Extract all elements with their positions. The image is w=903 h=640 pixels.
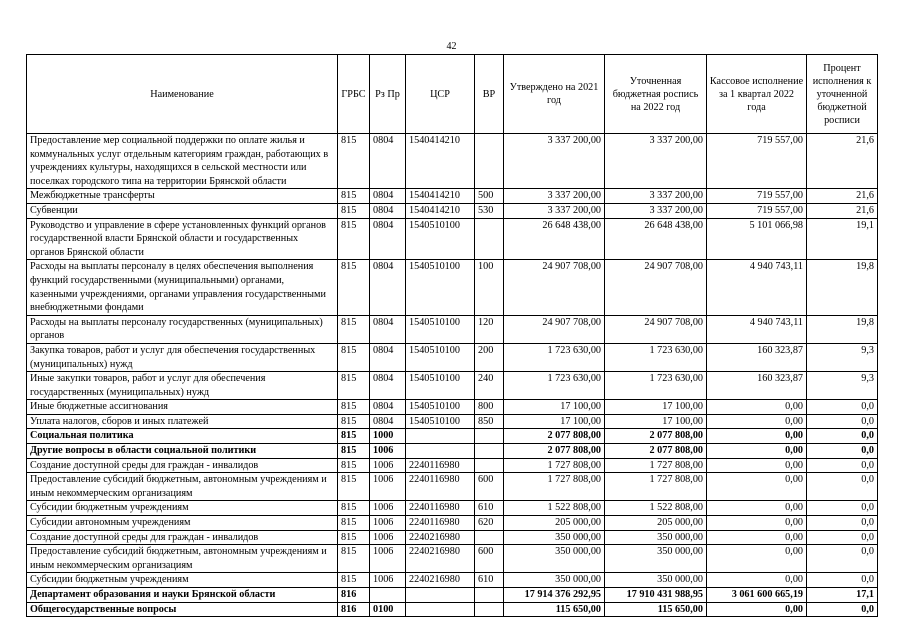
cell-grbs: 815 bbox=[338, 530, 370, 545]
cell-approved: 24 907 708,00 bbox=[504, 315, 605, 343]
table-row bbox=[27, 260, 878, 315]
cell-approved: 26 648 438,00 bbox=[504, 218, 605, 260]
cell-revised: 3 337 200,00 bbox=[605, 134, 707, 189]
table-row bbox=[27, 458, 878, 473]
cell-percent: 21,6 bbox=[807, 189, 878, 204]
cell-csr bbox=[406, 444, 475, 459]
cell-revised: 350 000,00 bbox=[605, 530, 707, 545]
cell-vr: 600 bbox=[475, 473, 504, 501]
cell-approved: 3 337 200,00 bbox=[504, 189, 605, 204]
cell-name: Межбюджетные трансферты bbox=[27, 189, 338, 204]
cell-percent: 0,0 bbox=[807, 429, 878, 444]
cell-cash: 0,00 bbox=[707, 501, 807, 516]
cell-rzpr: 1006 bbox=[370, 473, 406, 501]
cell-cash: 0,00 bbox=[707, 414, 807, 429]
cell-rzpr: 0804 bbox=[370, 203, 406, 218]
cell-rzpr: 0804 bbox=[370, 400, 406, 415]
header-grbs: ГРБС bbox=[338, 55, 370, 134]
header-percent: Процент исполнения к уточненной бюджетной росписи bbox=[807, 55, 878, 134]
cell-csr: 1540510100 bbox=[406, 414, 475, 429]
cell-csr: 2240216980 bbox=[406, 530, 475, 545]
cell-rzpr: 1006 bbox=[370, 444, 406, 459]
cell-vr bbox=[475, 134, 504, 189]
table-row bbox=[27, 400, 878, 415]
cell-csr: 2240216980 bbox=[406, 545, 475, 573]
cell-revised: 1 727 808,00 bbox=[605, 473, 707, 501]
table-row bbox=[27, 189, 878, 204]
table-row bbox=[27, 588, 878, 603]
cell-cash: 4 940 743,11 bbox=[707, 260, 807, 315]
cell-grbs: 815 bbox=[338, 218, 370, 260]
table-body bbox=[27, 134, 878, 617]
cell-approved: 17 914 376 292,95 bbox=[504, 588, 605, 603]
cell-name: Департамент образования и науки Брянской области bbox=[27, 588, 338, 603]
cell-name: Закупка товаров, работ и услуг для обеспечения государственных (муниципальных) нужд bbox=[27, 343, 338, 371]
cell-rzpr: 1006 bbox=[370, 501, 406, 516]
cell-percent: 0,0 bbox=[807, 530, 878, 545]
cell-rzpr: 1000 bbox=[370, 429, 406, 444]
table-row bbox=[27, 473, 878, 501]
header-vr: ВР bbox=[475, 55, 504, 134]
cell-name: Иные закупки товаров, работ и услуг для обеспечения государственных (муниципальных) нужд bbox=[27, 372, 338, 400]
cell-rzpr: 0804 bbox=[370, 372, 406, 400]
cell-cash: 0,00 bbox=[707, 429, 807, 444]
cell-grbs: 815 bbox=[338, 516, 370, 531]
cell-approved: 1 727 808,00 bbox=[504, 458, 605, 473]
header-name: Наименование bbox=[27, 55, 338, 134]
cell-revised: 2 077 808,00 bbox=[605, 429, 707, 444]
cell-csr: 1540510100 bbox=[406, 260, 475, 315]
cell-vr bbox=[475, 602, 504, 617]
cell-name: Предоставление мер социальной поддержки по оплате жилья и коммунальных услуг отдельным категориям граждан, работающих в учреждениях культуры, находящихся в сельской местности или поселках городского типа на территории Брянской области bbox=[27, 134, 338, 189]
cell-name: Уплата налогов, сборов и иных платежей bbox=[27, 414, 338, 429]
cell-approved: 17 100,00 bbox=[504, 414, 605, 429]
cell-approved: 1 522 808,00 bbox=[504, 501, 605, 516]
cell-revised: 17 100,00 bbox=[605, 414, 707, 429]
cell-cash: 719 557,00 bbox=[707, 203, 807, 218]
cell-rzpr: 0804 bbox=[370, 343, 406, 371]
table-row bbox=[27, 429, 878, 444]
cell-name: Предоставление субсидий бюджетным, автономным учреждениям и иным некоммерческим организациям bbox=[27, 473, 338, 501]
cell-vr bbox=[475, 444, 504, 459]
table-row bbox=[27, 343, 878, 371]
cell-approved: 3 337 200,00 bbox=[504, 134, 605, 189]
cell-revised: 24 907 708,00 bbox=[605, 260, 707, 315]
cell-name: Руководство и управление в сфере установленных функций органов государственной власти Брянской области и государственных органов Брянской области bbox=[27, 218, 338, 260]
cell-grbs: 815 bbox=[338, 573, 370, 588]
cell-approved: 24 907 708,00 bbox=[504, 260, 605, 315]
cell-percent: 19,8 bbox=[807, 260, 878, 315]
cell-vr bbox=[475, 588, 504, 603]
cell-vr: 240 bbox=[475, 372, 504, 400]
cell-rzpr: 0804 bbox=[370, 218, 406, 260]
header-cash: Кассовое исполнение за 1 квартал 2022 года bbox=[707, 55, 807, 134]
cell-name: Социальная политика bbox=[27, 429, 338, 444]
cell-grbs: 815 bbox=[338, 414, 370, 429]
cell-csr: 2240116980 bbox=[406, 516, 475, 531]
cell-csr bbox=[406, 429, 475, 444]
table-row bbox=[27, 218, 878, 260]
table-row bbox=[27, 444, 878, 459]
header-rzpr: Рз Пр bbox=[370, 55, 406, 134]
cell-cash: 0,00 bbox=[707, 473, 807, 501]
cell-grbs: 815 bbox=[338, 189, 370, 204]
table-row bbox=[27, 530, 878, 545]
cell-vr: 850 bbox=[475, 414, 504, 429]
cell-csr: 1540510100 bbox=[406, 315, 475, 343]
cell-approved: 1 723 630,00 bbox=[504, 372, 605, 400]
cell-percent: 0,0 bbox=[807, 516, 878, 531]
cell-vr: 100 bbox=[475, 260, 504, 315]
cell-vr bbox=[475, 458, 504, 473]
cell-grbs: 816 bbox=[338, 588, 370, 603]
cell-revised: 2 077 808,00 bbox=[605, 444, 707, 459]
cell-name: Другие вопросы в области социальной политики bbox=[27, 444, 338, 459]
cell-percent: 0,0 bbox=[807, 414, 878, 429]
cell-csr: 2240116980 bbox=[406, 458, 475, 473]
table-row bbox=[27, 516, 878, 531]
cell-percent: 19,1 bbox=[807, 218, 878, 260]
cell-approved: 115 650,00 bbox=[504, 602, 605, 617]
cell-csr: 1540510100 bbox=[406, 218, 475, 260]
page-number: 42 bbox=[446, 41, 457, 52]
cell-percent: 21,6 bbox=[807, 134, 878, 189]
cell-rzpr: 1006 bbox=[370, 573, 406, 588]
cell-grbs: 815 bbox=[338, 444, 370, 459]
cell-rzpr: 1006 bbox=[370, 545, 406, 573]
cell-grbs: 815 bbox=[338, 400, 370, 415]
cell-cash: 0,00 bbox=[707, 444, 807, 459]
cell-vr: 600 bbox=[475, 545, 504, 573]
cell-percent: 0,0 bbox=[807, 458, 878, 473]
cell-percent: 0,0 bbox=[807, 501, 878, 516]
table-row bbox=[27, 203, 878, 218]
cell-percent: 0,0 bbox=[807, 573, 878, 588]
cell-name: Субсидии автономным учреждениям bbox=[27, 516, 338, 531]
cell-cash: 160 323,87 bbox=[707, 372, 807, 400]
cell-rzpr: 0804 bbox=[370, 414, 406, 429]
header-revised: Уточненная бюджетная роспись на 2022 год bbox=[605, 55, 707, 134]
cell-cash: 0,00 bbox=[707, 400, 807, 415]
table-row bbox=[27, 134, 878, 189]
cell-approved: 2 077 808,00 bbox=[504, 444, 605, 459]
cell-revised: 115 650,00 bbox=[605, 602, 707, 617]
cell-revised: 1 723 630,00 bbox=[605, 372, 707, 400]
table-header-row bbox=[27, 55, 878, 134]
cell-csr: 1540414210 bbox=[406, 134, 475, 189]
header-csr: ЦСР bbox=[406, 55, 475, 134]
cell-revised: 1 522 808,00 bbox=[605, 501, 707, 516]
cell-csr bbox=[406, 602, 475, 617]
cell-grbs: 815 bbox=[338, 315, 370, 343]
cell-rzpr: 0100 bbox=[370, 602, 406, 617]
cell-revised: 3 337 200,00 bbox=[605, 203, 707, 218]
cell-percent: 19,8 bbox=[807, 315, 878, 343]
cell-name: Расходы на выплаты персоналу в целях обеспечения выполнения функций государственными (муниципальными) органами, казенными учреждениями, органами управления государственными внебюджетными фондами bbox=[27, 260, 338, 315]
cell-approved: 3 337 200,00 bbox=[504, 203, 605, 218]
cell-name: Общегосударственные вопросы bbox=[27, 602, 338, 617]
cell-approved: 205 000,00 bbox=[504, 516, 605, 531]
cell-rzpr: 1006 bbox=[370, 516, 406, 531]
cell-cash: 160 323,87 bbox=[707, 343, 807, 371]
cell-cash: 4 940 743,11 bbox=[707, 315, 807, 343]
cell-grbs: 816 bbox=[338, 602, 370, 617]
cell-vr: 610 bbox=[475, 501, 504, 516]
table-row bbox=[27, 414, 878, 429]
cell-rzpr: 1006 bbox=[370, 530, 406, 545]
cell-rzpr: 0804 bbox=[370, 134, 406, 189]
cell-vr bbox=[475, 218, 504, 260]
cell-csr: 1540414210 bbox=[406, 203, 475, 218]
table-row bbox=[27, 545, 878, 573]
cell-approved: 1 723 630,00 bbox=[504, 343, 605, 371]
cell-csr: 1540510100 bbox=[406, 400, 475, 415]
cell-cash: 0,00 bbox=[707, 458, 807, 473]
cell-rzpr: 1006 bbox=[370, 458, 406, 473]
cell-grbs: 815 bbox=[338, 372, 370, 400]
cell-grbs: 815 bbox=[338, 501, 370, 516]
cell-csr: 1540510100 bbox=[406, 372, 475, 400]
cell-grbs: 815 bbox=[338, 545, 370, 573]
table-row bbox=[27, 501, 878, 516]
cell-revised: 26 648 438,00 bbox=[605, 218, 707, 260]
cell-revised: 17 910 431 988,95 bbox=[605, 588, 707, 603]
cell-vr: 610 bbox=[475, 573, 504, 588]
cell-grbs: 815 bbox=[338, 458, 370, 473]
cell-rzpr: 0804 bbox=[370, 189, 406, 204]
cell-grbs: 815 bbox=[338, 260, 370, 315]
cell-approved: 17 100,00 bbox=[504, 400, 605, 415]
cell-approved: 350 000,00 bbox=[504, 545, 605, 573]
cell-csr: 2240216980 bbox=[406, 573, 475, 588]
cell-name: Субсидии бюджетным учреждениям bbox=[27, 573, 338, 588]
cell-vr: 120 bbox=[475, 315, 504, 343]
cell-name: Субвенции bbox=[27, 203, 338, 218]
budget-table bbox=[26, 54, 878, 617]
cell-percent: 9,3 bbox=[807, 343, 878, 371]
cell-revised: 350 000,00 bbox=[605, 573, 707, 588]
cell-grbs: 815 bbox=[338, 134, 370, 189]
cell-percent: 9,3 bbox=[807, 372, 878, 400]
cell-revised: 24 907 708,00 bbox=[605, 315, 707, 343]
cell-cash: 0,00 bbox=[707, 530, 807, 545]
cell-name: Создание доступной среды для граждан - инвалидов bbox=[27, 530, 338, 545]
cell-rzpr: 0804 bbox=[370, 315, 406, 343]
cell-csr: 2240116980 bbox=[406, 501, 475, 516]
cell-vr: 530 bbox=[475, 203, 504, 218]
cell-name: Иные бюджетные ассигнования bbox=[27, 400, 338, 415]
cell-name: Предоставление субсидий бюджетным, автономным учреждениям и иным некоммерческим организациям bbox=[27, 545, 338, 573]
cell-name: Расходы на выплаты персоналу государственных (муниципальных) органов bbox=[27, 315, 338, 343]
cell-grbs: 815 bbox=[338, 343, 370, 371]
cell-cash: 719 557,00 bbox=[707, 189, 807, 204]
cell-rzpr bbox=[370, 588, 406, 603]
cell-approved: 350 000,00 bbox=[504, 530, 605, 545]
cell-name: Субсидии бюджетным учреждениям bbox=[27, 501, 338, 516]
cell-approved: 1 727 808,00 bbox=[504, 473, 605, 501]
cell-vr: 200 bbox=[475, 343, 504, 371]
cell-grbs: 815 bbox=[338, 473, 370, 501]
table-row bbox=[27, 372, 878, 400]
cell-cash: 5 101 066,98 bbox=[707, 218, 807, 260]
cell-percent: 0,0 bbox=[807, 473, 878, 501]
cell-csr: 1540510100 bbox=[406, 343, 475, 371]
cell-vr bbox=[475, 530, 504, 545]
cell-revised: 17 100,00 bbox=[605, 400, 707, 415]
cell-percent: 0,0 bbox=[807, 545, 878, 573]
cell-rzpr: 0804 bbox=[370, 260, 406, 315]
cell-grbs: 815 bbox=[338, 429, 370, 444]
cell-percent: 0,0 bbox=[807, 400, 878, 415]
cell-name: Создание доступной среды для граждан - инвалидов bbox=[27, 458, 338, 473]
cell-cash: 0,00 bbox=[707, 545, 807, 573]
cell-percent: 17,1 bbox=[807, 588, 878, 603]
cell-cash: 0,00 bbox=[707, 516, 807, 531]
cell-csr bbox=[406, 588, 475, 603]
cell-revised: 205 000,00 bbox=[605, 516, 707, 531]
cell-csr: 2240116980 bbox=[406, 473, 475, 501]
cell-vr: 800 bbox=[475, 400, 504, 415]
cell-revised: 1 727 808,00 bbox=[605, 458, 707, 473]
cell-approved: 2 077 808,00 bbox=[504, 429, 605, 444]
cell-cash: 0,00 bbox=[707, 573, 807, 588]
cell-cash: 719 557,00 bbox=[707, 134, 807, 189]
header-approved: Утверждено на 2021 год bbox=[504, 55, 605, 134]
cell-percent: 0,0 bbox=[807, 444, 878, 459]
cell-percent: 21,6 bbox=[807, 203, 878, 218]
cell-percent: 0,0 bbox=[807, 602, 878, 617]
cell-revised: 3 337 200,00 bbox=[605, 189, 707, 204]
cell-vr bbox=[475, 429, 504, 444]
cell-cash: 3 061 600 665,19 bbox=[707, 588, 807, 603]
table-row bbox=[27, 315, 878, 343]
table-row bbox=[27, 573, 878, 588]
cell-approved: 350 000,00 bbox=[504, 573, 605, 588]
cell-grbs: 815 bbox=[338, 203, 370, 218]
table-row bbox=[27, 602, 878, 617]
cell-vr: 620 bbox=[475, 516, 504, 531]
cell-csr: 1540414210 bbox=[406, 189, 475, 204]
cell-revised: 350 000,00 bbox=[605, 545, 707, 573]
cell-cash: 0,00 bbox=[707, 602, 807, 617]
cell-vr: 500 bbox=[475, 189, 504, 204]
cell-revised: 1 723 630,00 bbox=[605, 343, 707, 371]
